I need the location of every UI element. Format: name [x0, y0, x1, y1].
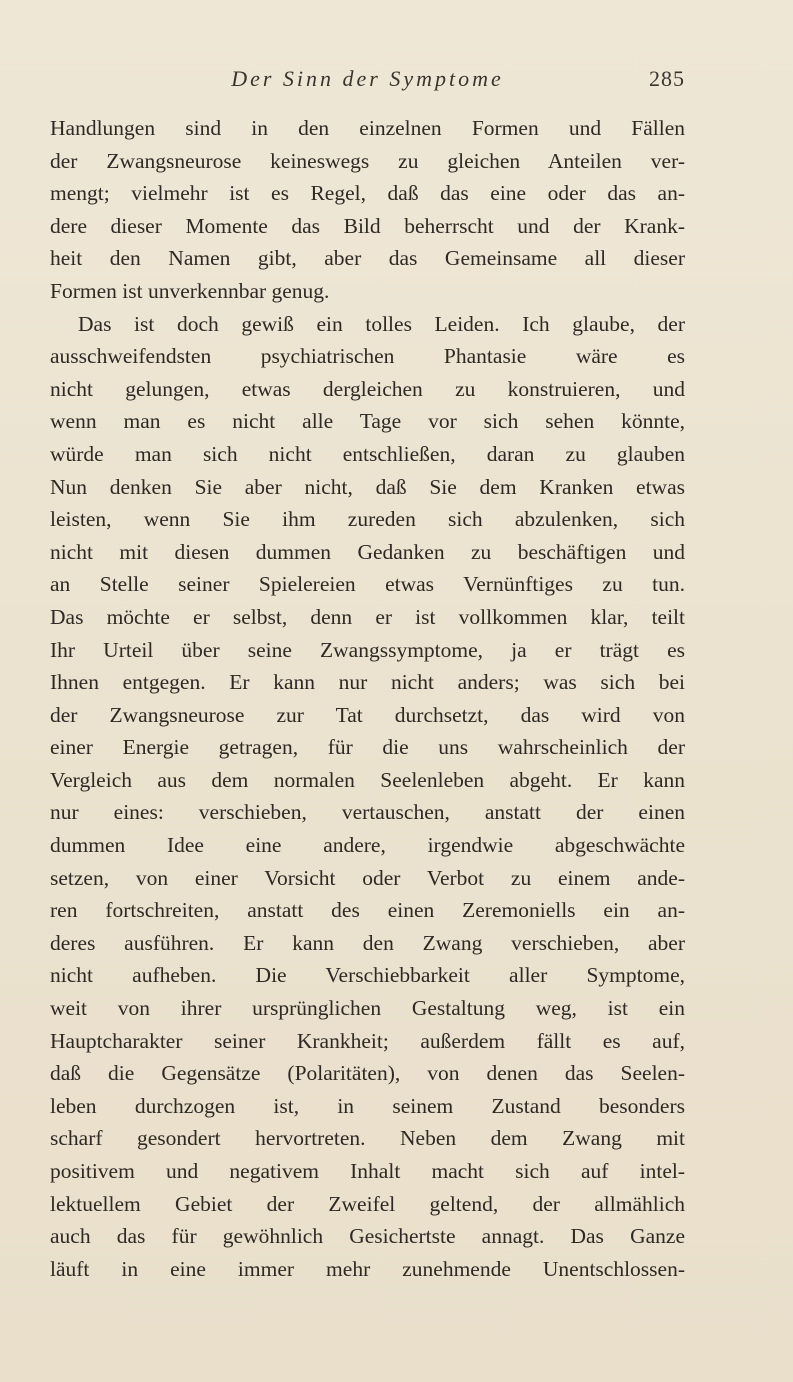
body-text [50, 112, 685, 1285]
running-title: Der Sinn der Symptome [231, 66, 504, 91]
text-line: Das ist doch gewiß ein tolles Leiden. Ich glaube, der [78, 311, 685, 336]
text-line: Das möchte er selbst, denn er ist vollkommen klar, teilt [50, 604, 685, 629]
text-line: auch das für gewöhnlich Gesichertste annagt. Das Ganze [50, 1224, 685, 1249]
text-line: einer Energie getragen, für die uns wahrscheinlich der [50, 735, 685, 760]
text-line: Formen ist unverkennbar genug. [50, 278, 330, 303]
text-line: wenn man es nicht alle Tage vor sich sehen könnte, [50, 409, 685, 434]
text-line: mengt; vielmehr ist es Regel, daß das eine oder das an- [50, 181, 685, 206]
text-line: an Stelle seiner Spielereien etwas Vernünftiges zu tun. [50, 572, 685, 597]
text-line: Hauptcharakter seiner Krankheit; außerdem fällt es auf, [50, 1028, 685, 1053]
text-line: der Zwangsneurose zur Tat durchsetzt, das wird von [50, 702, 685, 727]
text-line: deres ausführen. Er kann den Zwang verschieben, aber [50, 930, 685, 955]
text-line: Vergleich aus dem normalen Seelenleben abgeht. Er kann [50, 767, 685, 792]
text-line: daß die Gegensätze (Polaritäten), von denen das Seelen- [50, 1061, 685, 1086]
text-line: scharf gesondert hervortreten. Neben dem Zwang mit [50, 1126, 685, 1151]
text-line: dummen Idee eine andere, irgendwie abgeschwächte [50, 833, 685, 858]
text-line: nicht aufheben. Die Verschiebbarkeit aller Symptome, [50, 963, 685, 988]
text-line: lektuellem Gebiet der Zweifel geltend, der allmählich [50, 1191, 685, 1216]
text-line: Ihnen entgegen. Er kann nur nicht anders; was sich bei [50, 670, 685, 695]
page-number: 285 [649, 66, 685, 91]
text-line: Ihr Urteil über seine Zwangssymptome, ja er trägt es [50, 637, 685, 662]
text-line: positivem und negativem Inhalt macht sich auf intel- [50, 1159, 685, 1183]
text-line: nicht mit diesen dummen Gedanken zu beschäftigen und [50, 539, 685, 564]
text-line: der Zwangsneurose keineswegs zu gleichen Anteilen ver- [50, 148, 685, 173]
text-line: setzen, von einer Vorsicht oder Verbot zu einem ande- [50, 865, 685, 890]
text-line: Handlungen sind in den einzelnen Formen und Fällen [50, 116, 685, 140]
text-line: nicht gelungen, etwas dergleichen zu konstruieren, und [50, 376, 685, 401]
text-line: läuft in eine immer mehr zunehmende Unentschlossen- [50, 1256, 685, 1281]
text-line: leisten, wenn Sie ihm zureden sich abzulenken, sich [50, 507, 685, 532]
text-line: ren fortschreiten, anstatt des einen Zeremoniells ein an- [50, 898, 685, 923]
text-line: würde man sich nicht entschließen, daran zu glauben [50, 441, 685, 466]
text-line: Nun denken Sie aber nicht, daß Sie dem Kranken etwas [50, 474, 685, 499]
text-line: weit von ihrer ursprünglichen Gestaltung weg, ist ein [50, 996, 685, 1021]
text-line: ausschweifendsten psychiatrischen Phantasie wäre es [50, 344, 685, 369]
text-line: leben durchzogen ist, in seinem Zustand besonders [50, 1093, 685, 1118]
text-line: heit den Namen gibt, aber das Gemeinsame all dieser [50, 246, 685, 271]
running-head [50, 66, 685, 98]
text-line: dere dieser Momente das Bild beherrscht und der Krank- [50, 213, 685, 238]
text-line: nur eines: verschieben, vertauschen, anstatt der einen [50, 800, 685, 825]
